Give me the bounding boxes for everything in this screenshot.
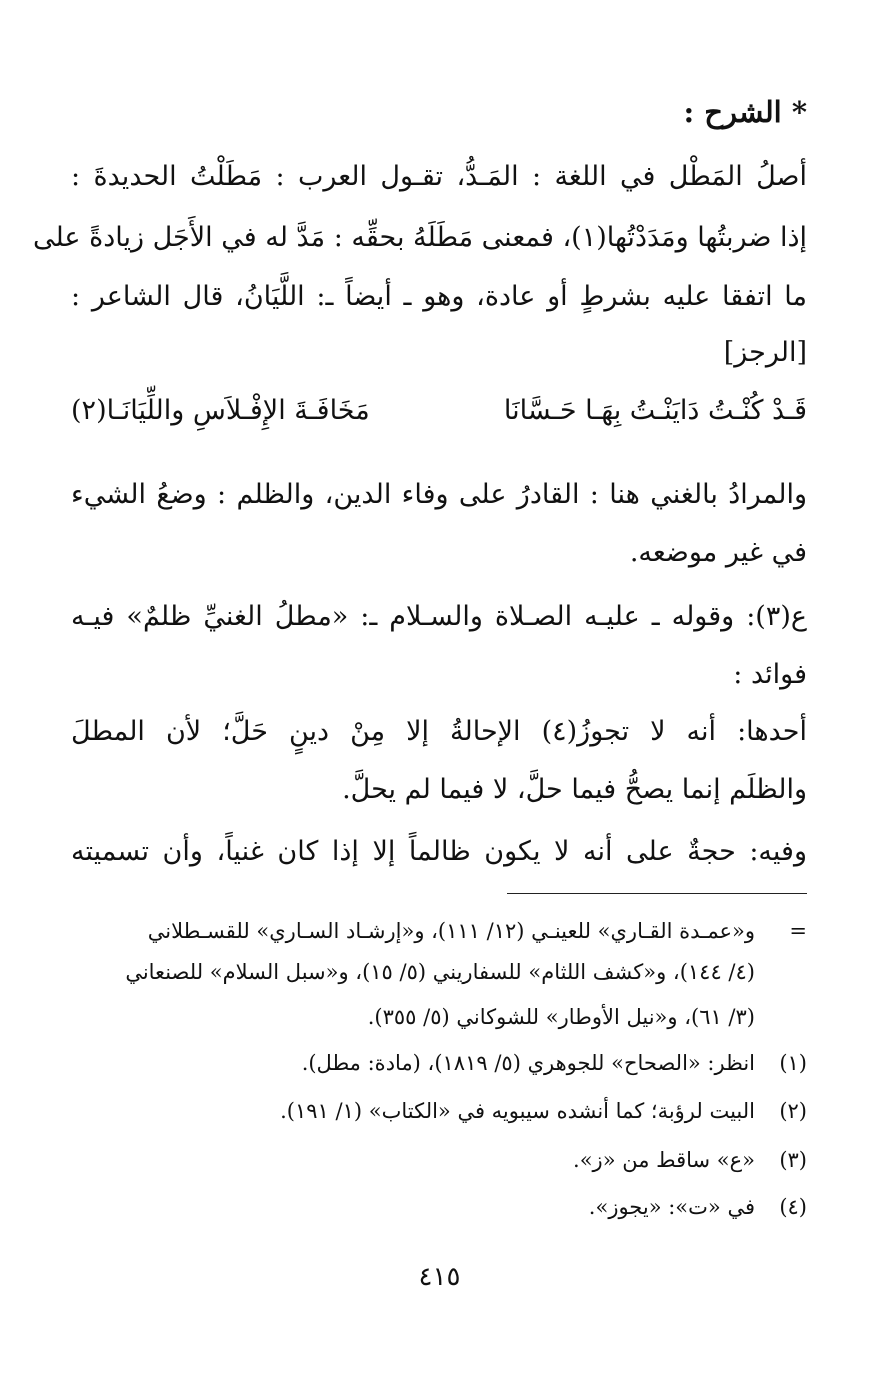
footnote-number: (٣) bbox=[779, 1148, 807, 1172]
footnote-text: البيت لرؤبة؛ كما أنشده سيبويه في «الكتاب» (١/ ١٩١). bbox=[280, 1099, 755, 1123]
footnote-text: «ع» ساقط من «ز». bbox=[573, 1148, 755, 1172]
footnote-number: (١) bbox=[779, 1051, 807, 1075]
footnote-text: (٤/ ١٤٤)، و«كشف اللثام» للسفاريني (٥/ ١٥)، و«سبل السلام» للصنعاني bbox=[125, 960, 755, 984]
footnote-continuation bbox=[71, 914, 807, 948]
footnote-number: (٢) bbox=[779, 1099, 807, 1123]
footnote-separator bbox=[507, 893, 807, 894]
paragraph-line: ع(٣): وقوله ـ عليـه الصـلاة والسـلام ـ: «مطلُ الغنيِّ ظلمٌ» فيـه bbox=[71, 601, 807, 632]
continuation-mark: = bbox=[789, 919, 807, 943]
footnote-4 bbox=[71, 1190, 807, 1224]
paragraph-line: ما اتفقا عليه بشرطٍ أو عادة، وهو ـ أيضاً ـ: اللَّيَانُ، قال الشاعر : bbox=[71, 281, 807, 312]
verse-second-hemistich: مَخَافَـةَ الإِفْـلاَسِ واللِّيَانَـا(٢) bbox=[71, 395, 370, 426]
verse-first-hemistich: قَـدْ كُنْـتُ دَايَنْـتُ بِهَـا حَـسَّانَا bbox=[503, 395, 807, 426]
footnote-text: في «ت»: «يجوز». bbox=[588, 1195, 755, 1219]
footnote-text: (٣/ ٦١)، و«نيل الأوطار» للشوكاني (٥/ ٣٥٥). bbox=[367, 1005, 755, 1029]
footnote-3 bbox=[71, 1143, 807, 1177]
footnote-number: (٤) bbox=[779, 1195, 807, 1219]
section-heading: * الشرح : bbox=[683, 95, 807, 129]
paragraph-line: إذا ضربتُها ومَدَدْتُها(١)، فمعنى مَطَلَهُ بحقِّه : مَدَّ له في الأَجَل زيادةً على bbox=[32, 222, 807, 253]
paragraph-line: فوائد : bbox=[733, 659, 807, 690]
meter-label: [الرجز] bbox=[723, 337, 807, 368]
paragraph-line: أحدها: أنه لا تجوزُ(٤) الإحالةُ إلا مِنْ دينٍ حَلَّ؛ لأن المطلَ bbox=[71, 716, 807, 747]
paragraph-line: والمرادُ بالغني هنا : القادرُ على وفاء الدين، والظلم : وضعُ الشيء bbox=[71, 479, 807, 510]
paragraph-line: في غير موضعه. bbox=[629, 537, 807, 568]
footnote-1 bbox=[71, 1046, 807, 1080]
footnote-2 bbox=[71, 1094, 807, 1128]
paragraph-line: أصلُ المَطْل في اللغة : المَـدُّ، تقـول العرب : مَطَلْتُ الحديدةَ : bbox=[71, 161, 807, 192]
footnote-text: و«عمـدة القـاري» للعينـي (١٢/ ١١١)، و«إرشـاد السـاري» للقسـطلاني bbox=[147, 919, 755, 943]
page-number: ٤١٥ bbox=[418, 1262, 461, 1292]
paragraph-line: وفيه: حجةٌ على أنه لا يكون ظالماً إلا إذا كان غنياً، وأن تسميته bbox=[71, 836, 807, 867]
footnote-text: انظر: «الصحاح» للجوهري (٥/ ١٨١٩)، (مادة: مطل). bbox=[301, 1051, 755, 1075]
paragraph-line: والظلَم إنما يصحُّ فيما حلَّ، لا فيما لم يحلَّ. bbox=[342, 774, 807, 805]
poem-verse bbox=[71, 395, 807, 439]
